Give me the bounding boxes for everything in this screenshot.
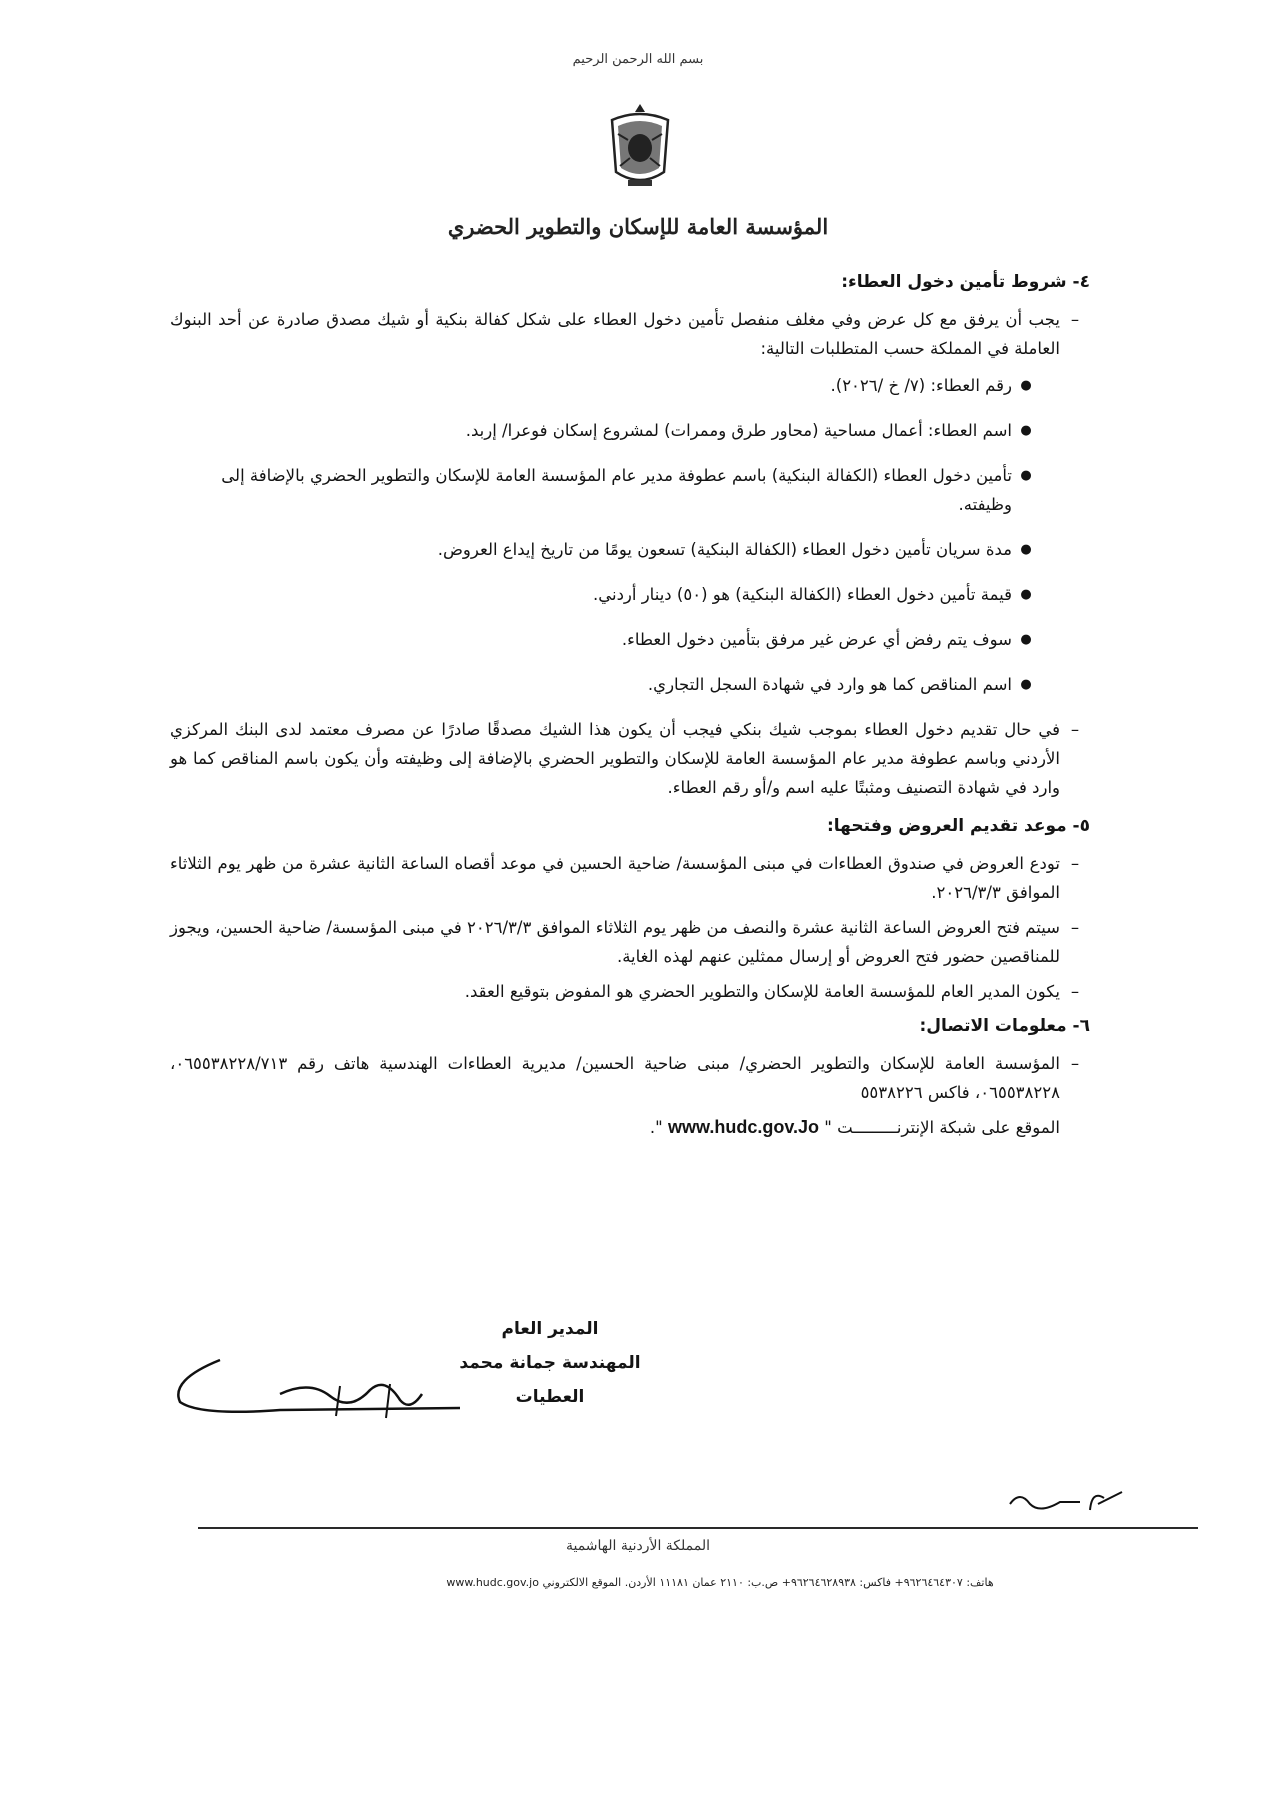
contact-info: – المؤسسة العامة للإسكان والتطوير الحضري/ مبنى ضاحية الحسين/ مديرية العطاءات الهندسية هاتف رقم ٠٦٥٥٣٨٢٢٨/٧١٣، ٠٦٥٥٣٨٢٢٨، فاكس ٥٥٣٨٢٢٦ bbox=[170, 1049, 1090, 1107]
initials-mark bbox=[1000, 1470, 1130, 1520]
signatory-name: المهندسة جمانة محمد العطيات bbox=[459, 1353, 641, 1407]
section-5-heading: ٥- موعد تقديم العروض وفتحها: bbox=[827, 816, 1090, 836]
website-label: الموقع على شبكة الإنترنـــــــــت " bbox=[824, 1118, 1060, 1137]
footer-contact: هاتف: ٩٦٢٦٤٦٤٣٠٧+ فاكس: ٩٦٢٦٤٦٢٨٩٣٨+ ص.ب: ٢١١٠ عمان ١١١٨١ الأردن. الموقع الالكتروني www.hudc.gov.jo bbox=[446, 1576, 994, 1589]
footer-country: المملكة الأردنية الهاشمية bbox=[565, 1538, 711, 1554]
section-4-intro bbox=[170, 305, 1090, 363]
website-suffix: ". bbox=[649, 1118, 663, 1137]
dash-marker: – bbox=[1070, 1054, 1080, 1073]
document-body bbox=[170, 268, 1090, 1148]
signatory-title: المدير العام bbox=[501, 1319, 599, 1339]
bullet-icon: ● bbox=[1020, 632, 1032, 647]
section-5-item: – سيتم فتح العروض الساعة الثانية عشرة والنصف من ظهر يوم الثلاثاء الموافق ٢٠٢٦/٣/٣ في مبنى المؤسسة/ ضاحية الحسين، ويجوز للمناقصين حضور فتح العروض أو إرسال ممثلين عنهم لهذه الغاية. bbox=[170, 913, 1090, 971]
paragraph-text: يجب أن يرفق مع كل عرض وفي مغلف منفصل تأمين دخول العطاء على شكل كفالة بنكية أو شيك مصدق صادرة عن أحد البنوك العاملة في المملكة حسب المتطلبات التالية: bbox=[170, 310, 1060, 358]
section-5-item: – تودع العروض في صندوق العطاءات في مبنى المؤسسة/ ضاحية الحسين في موعد أقصاه الساعة الثانية عشرة من ظهر يوم الثلاثاء الموافق ٢٠٢٦/٣/٣. bbox=[170, 849, 1090, 907]
section-5-item: – يكون المدير العام للمؤسسة العامة للإسكان والتطوير الحضري هو المفوض بتوقيع العقد. bbox=[170, 977, 1090, 1006]
paragraph-text: في حال تقديم دخول العطاء بموجب شيك بنكي فيجب أن يكون هذا الشيك مصدقًا صادرًا عن مصرف معتمد لدى البنك المركزي الأردني وباسم عطوفة مدير عام المؤسسة العامة للإسكان والتطوير الحضري بالإضافة إلى وظيفته وأن يكون باسم المناقص كما هو وارد في شهادة التصنيف ومثبتًا عليه اسم و/أو رقم العطاء. bbox=[170, 720, 1060, 797]
bullet-icon: ● bbox=[1020, 542, 1032, 557]
bullet-icon: ● bbox=[1020, 677, 1032, 692]
organization-name: المؤسسة العامة للإسكان والتطوير الحضري bbox=[447, 214, 829, 239]
dash-marker: – bbox=[1070, 720, 1080, 739]
bullet-icon: ● bbox=[1020, 423, 1032, 438]
requirements-list bbox=[170, 371, 1090, 699]
list-item: ● رقم العطاء: (٧/ خ /٢٠٢٦). bbox=[170, 371, 1040, 400]
cheque-note bbox=[170, 715, 1090, 802]
website-line bbox=[170, 1113, 1090, 1142]
bullet-icon: ● bbox=[1020, 587, 1032, 602]
list-item: ● سوف يتم رفض أي عرض غير مرفق بتأمين دخول العطاء. bbox=[170, 625, 1040, 654]
dash-marker: – bbox=[1070, 310, 1080, 329]
dash-marker: – bbox=[1070, 982, 1080, 1001]
website-link[interactable]: www.hudc.gov.Jo bbox=[668, 1117, 820, 1137]
bullet-icon: ● bbox=[1020, 468, 1032, 483]
basmala: بسم الله الرحمن الرحيم bbox=[572, 52, 704, 67]
list-item: ● قيمة تأمين دخول العطاء (الكفالة البنكية) هو (٥٠) دينار أردني. bbox=[170, 580, 1040, 609]
section-4-heading: ٤- شروط تأمين دخول العطاء: bbox=[841, 272, 1090, 292]
dash-marker: – bbox=[1070, 854, 1080, 873]
section-6-heading: ٦- معلومات الاتصال: bbox=[919, 1016, 1090, 1036]
list-item: ● اسم العطاء: أعمال مساحية (محاور طرق وممرات) لمشروع إسكان فوعرا/ إربد. bbox=[170, 416, 1040, 445]
list-item: ● اسم المناقص كما هو وارد في شهادة السجل التجاري. bbox=[170, 670, 1040, 699]
list-item: ● مدة سريان تأمين دخول العطاء (الكفالة البنكية) تسعون يومًا من تاريخ إيداع العروض. bbox=[170, 535, 1040, 564]
dash-marker: – bbox=[1070, 918, 1080, 937]
footer-divider bbox=[198, 1527, 1198, 1529]
coat-of-arms-emblem bbox=[598, 100, 682, 192]
handwritten-signature bbox=[160, 1350, 480, 1430]
bullet-icon: ● bbox=[1020, 378, 1032, 393]
list-item: ● تأمين دخول العطاء (الكفالة البنكية) باسم عطوفة مدير عام المؤسسة العامة للإسكان والتطوير الحضري بالإضافة إلى وظيفته. bbox=[170, 461, 1040, 519]
